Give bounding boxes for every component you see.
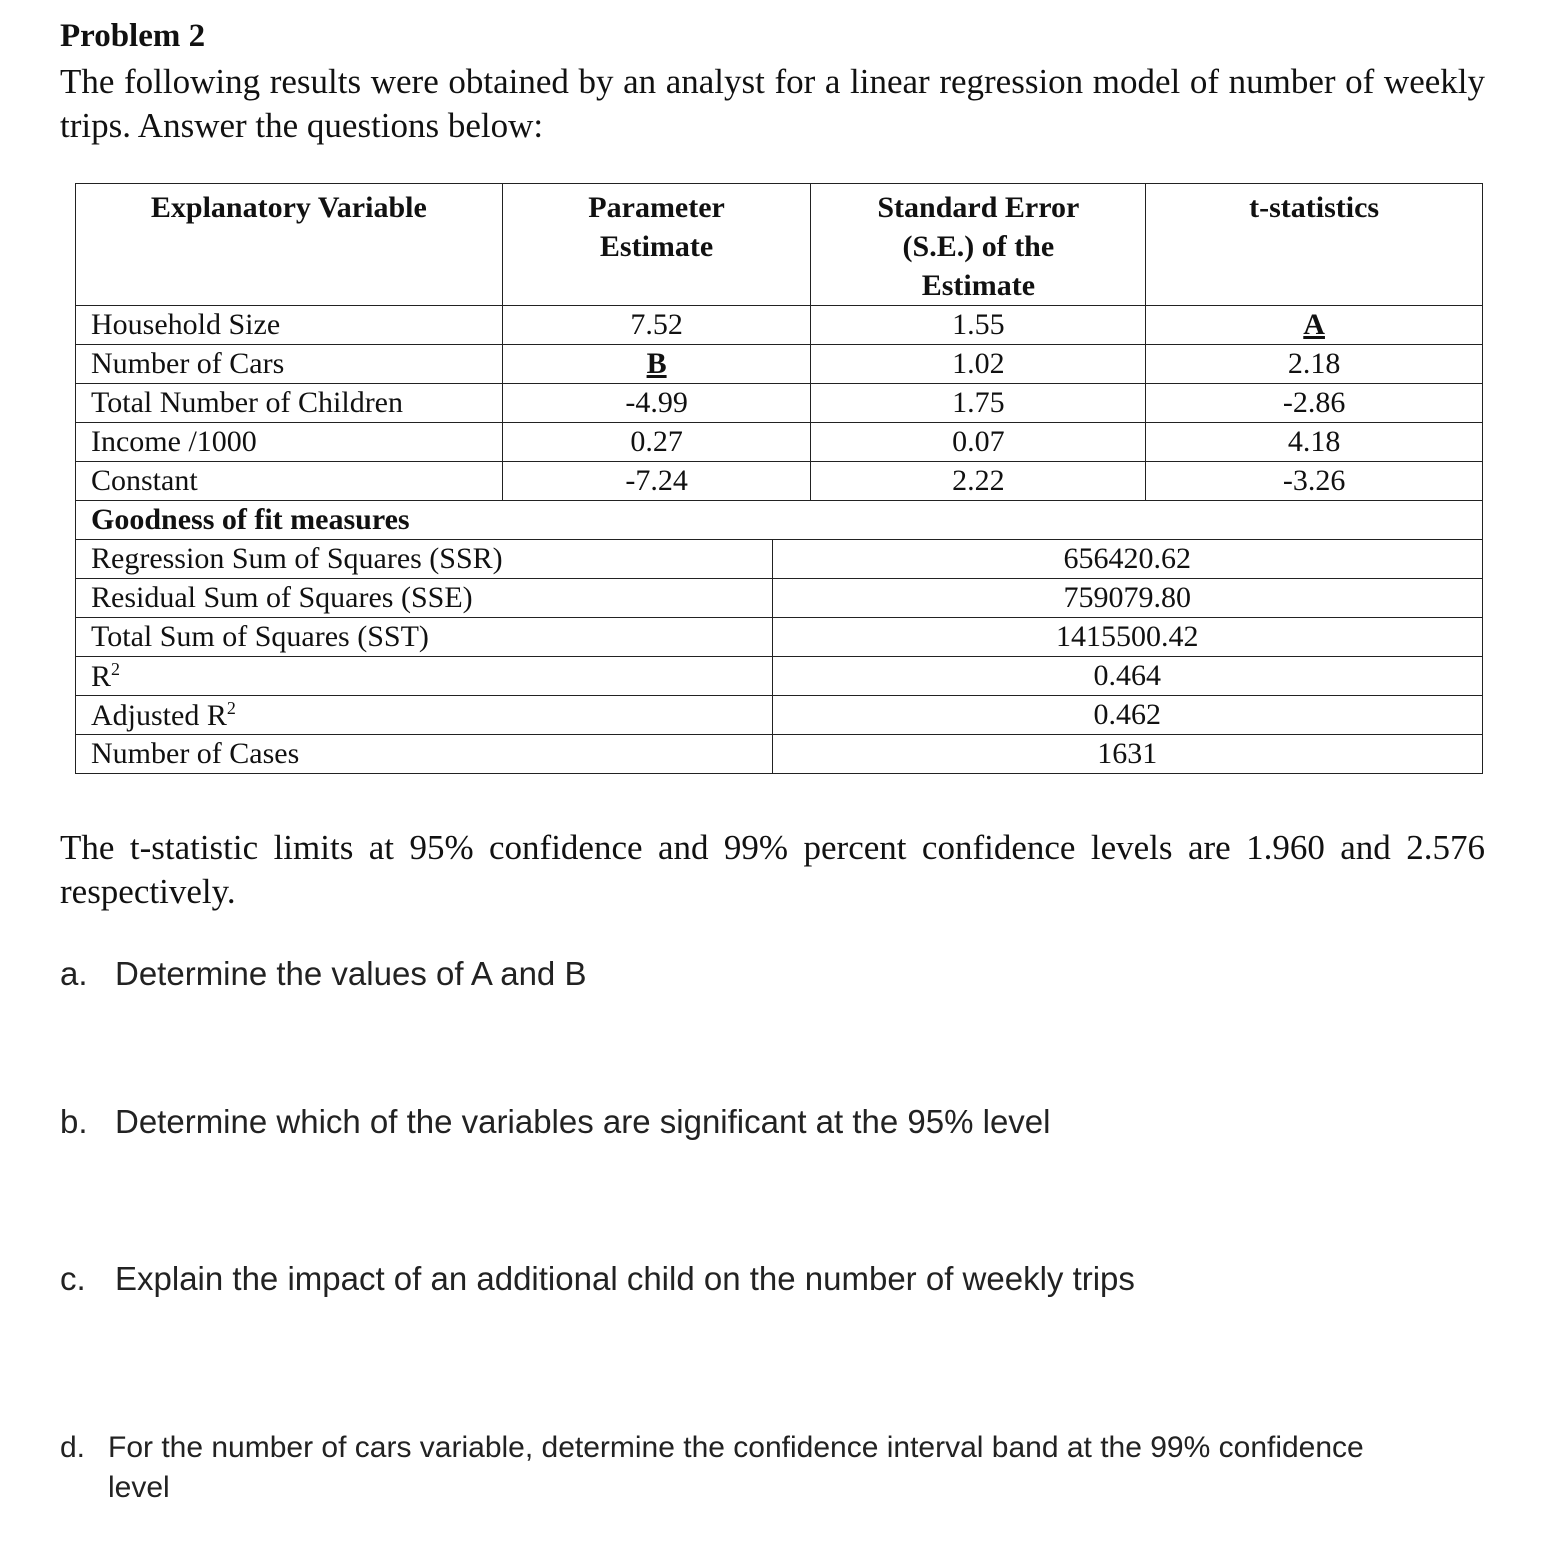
unknown-b: B <box>646 347 667 380</box>
estimate-cell: 7.52 <box>502 306 811 345</box>
se-cell: 0.07 <box>811 423 1146 462</box>
t-cell: 2.18 <box>1146 345 1483 384</box>
variable-cell: Constant <box>76 462 503 501</box>
goodness-row <box>76 696 1483 735</box>
table-row <box>76 462 1483 501</box>
question-c: c. Explain the impact of an additional child on the number of weekly trips <box>60 1260 1135 1297</box>
table-row <box>76 384 1483 423</box>
table-row <box>76 306 1483 345</box>
goodness-row <box>76 540 1483 579</box>
variable-cell: Income /1000 <box>76 423 503 462</box>
problem-intro: The following results were obtained by an analyst for a linear regression model of number of weekly trips. Answer the questions below: <box>60 62 1485 145</box>
regression-table <box>75 183 1483 774</box>
table-header-row <box>76 184 1483 306</box>
goodness-value: 656420.62 <box>772 540 1482 579</box>
t-cell: 4.18 <box>1146 423 1483 462</box>
question-b: b. Determine which of the variables are significant at the 95% level <box>60 1103 1051 1140</box>
t-cell <box>1146 306 1483 345</box>
header-standard-error: Standard Error (S.E.) of the Estimate <box>811 184 1146 306</box>
problem-title: Problem 2 <box>60 18 206 54</box>
goodness-value: 0.464 <box>772 657 1482 696</box>
se-cell: 1.55 <box>811 306 1146 345</box>
goodness-value: 0.462 <box>772 696 1482 735</box>
goodness-label: Total Sum of Squares (SST) <box>76 618 773 657</box>
goodness-label: Adjusted $R^2$ <box>76 696 773 735</box>
header-explanatory-variable: Explanatory Variable <box>76 184 503 306</box>
header-t-statistics: t-statistics <box>1146 184 1483 306</box>
unknown-a: A <box>1303 308 1325 341</box>
t-cell: -2.86 <box>1146 384 1483 423</box>
goodness-value: 759079.80 <box>772 579 1482 618</box>
goodness-label: $R^2$ <box>76 657 773 696</box>
question-a: a. Determine the values of A and B <box>60 955 587 992</box>
question-d: d. For the number of cars variable, determine the confidence interval band at the 99% confidence level <box>60 1431 1364 1504</box>
goodness-row <box>76 618 1483 657</box>
variable-cell: Number of Cars <box>76 345 503 384</box>
t-cell: -3.26 <box>1146 462 1483 501</box>
goodness-label: Residual Sum of Squares (SSE) <box>76 579 773 618</box>
estimate-cell: -7.24 <box>502 462 811 501</box>
goodness-value: 1631 <box>772 735 1482 774</box>
estimate-cell: 0.27 <box>502 423 811 462</box>
goodness-value: 1415500.42 <box>772 618 1482 657</box>
goodness-of-fit-heading: Goodness of fit measures <box>76 501 1483 540</box>
goodness-label: Regression Sum of Squares (SSR) <box>76 540 773 579</box>
se-cell: 1.02 <box>811 345 1146 384</box>
se-cell: 2.22 <box>811 462 1146 501</box>
goodness-label: Number of Cases <box>76 735 773 774</box>
estimate-cell: -4.99 <box>502 384 811 423</box>
table-row <box>76 423 1483 462</box>
variable-cell: Household Size <box>76 306 503 345</box>
goodness-title-row <box>76 501 1483 540</box>
goodness-row <box>76 735 1483 774</box>
t-limits-paragraph: The t-statistic limits at 95% confidence and 99% percent confidence levels are 1.960 and 2.576 respectively. <box>60 828 1485 911</box>
estimate-cell <box>502 345 811 384</box>
goodness-row <box>76 579 1483 618</box>
goodness-row <box>76 657 1483 696</box>
header-parameter-estimate: Parameter Estimate <box>502 184 811 306</box>
variable-cell: Total Number of Children <box>76 384 503 423</box>
se-cell: 1.75 <box>811 384 1146 423</box>
table-row <box>76 345 1483 384</box>
